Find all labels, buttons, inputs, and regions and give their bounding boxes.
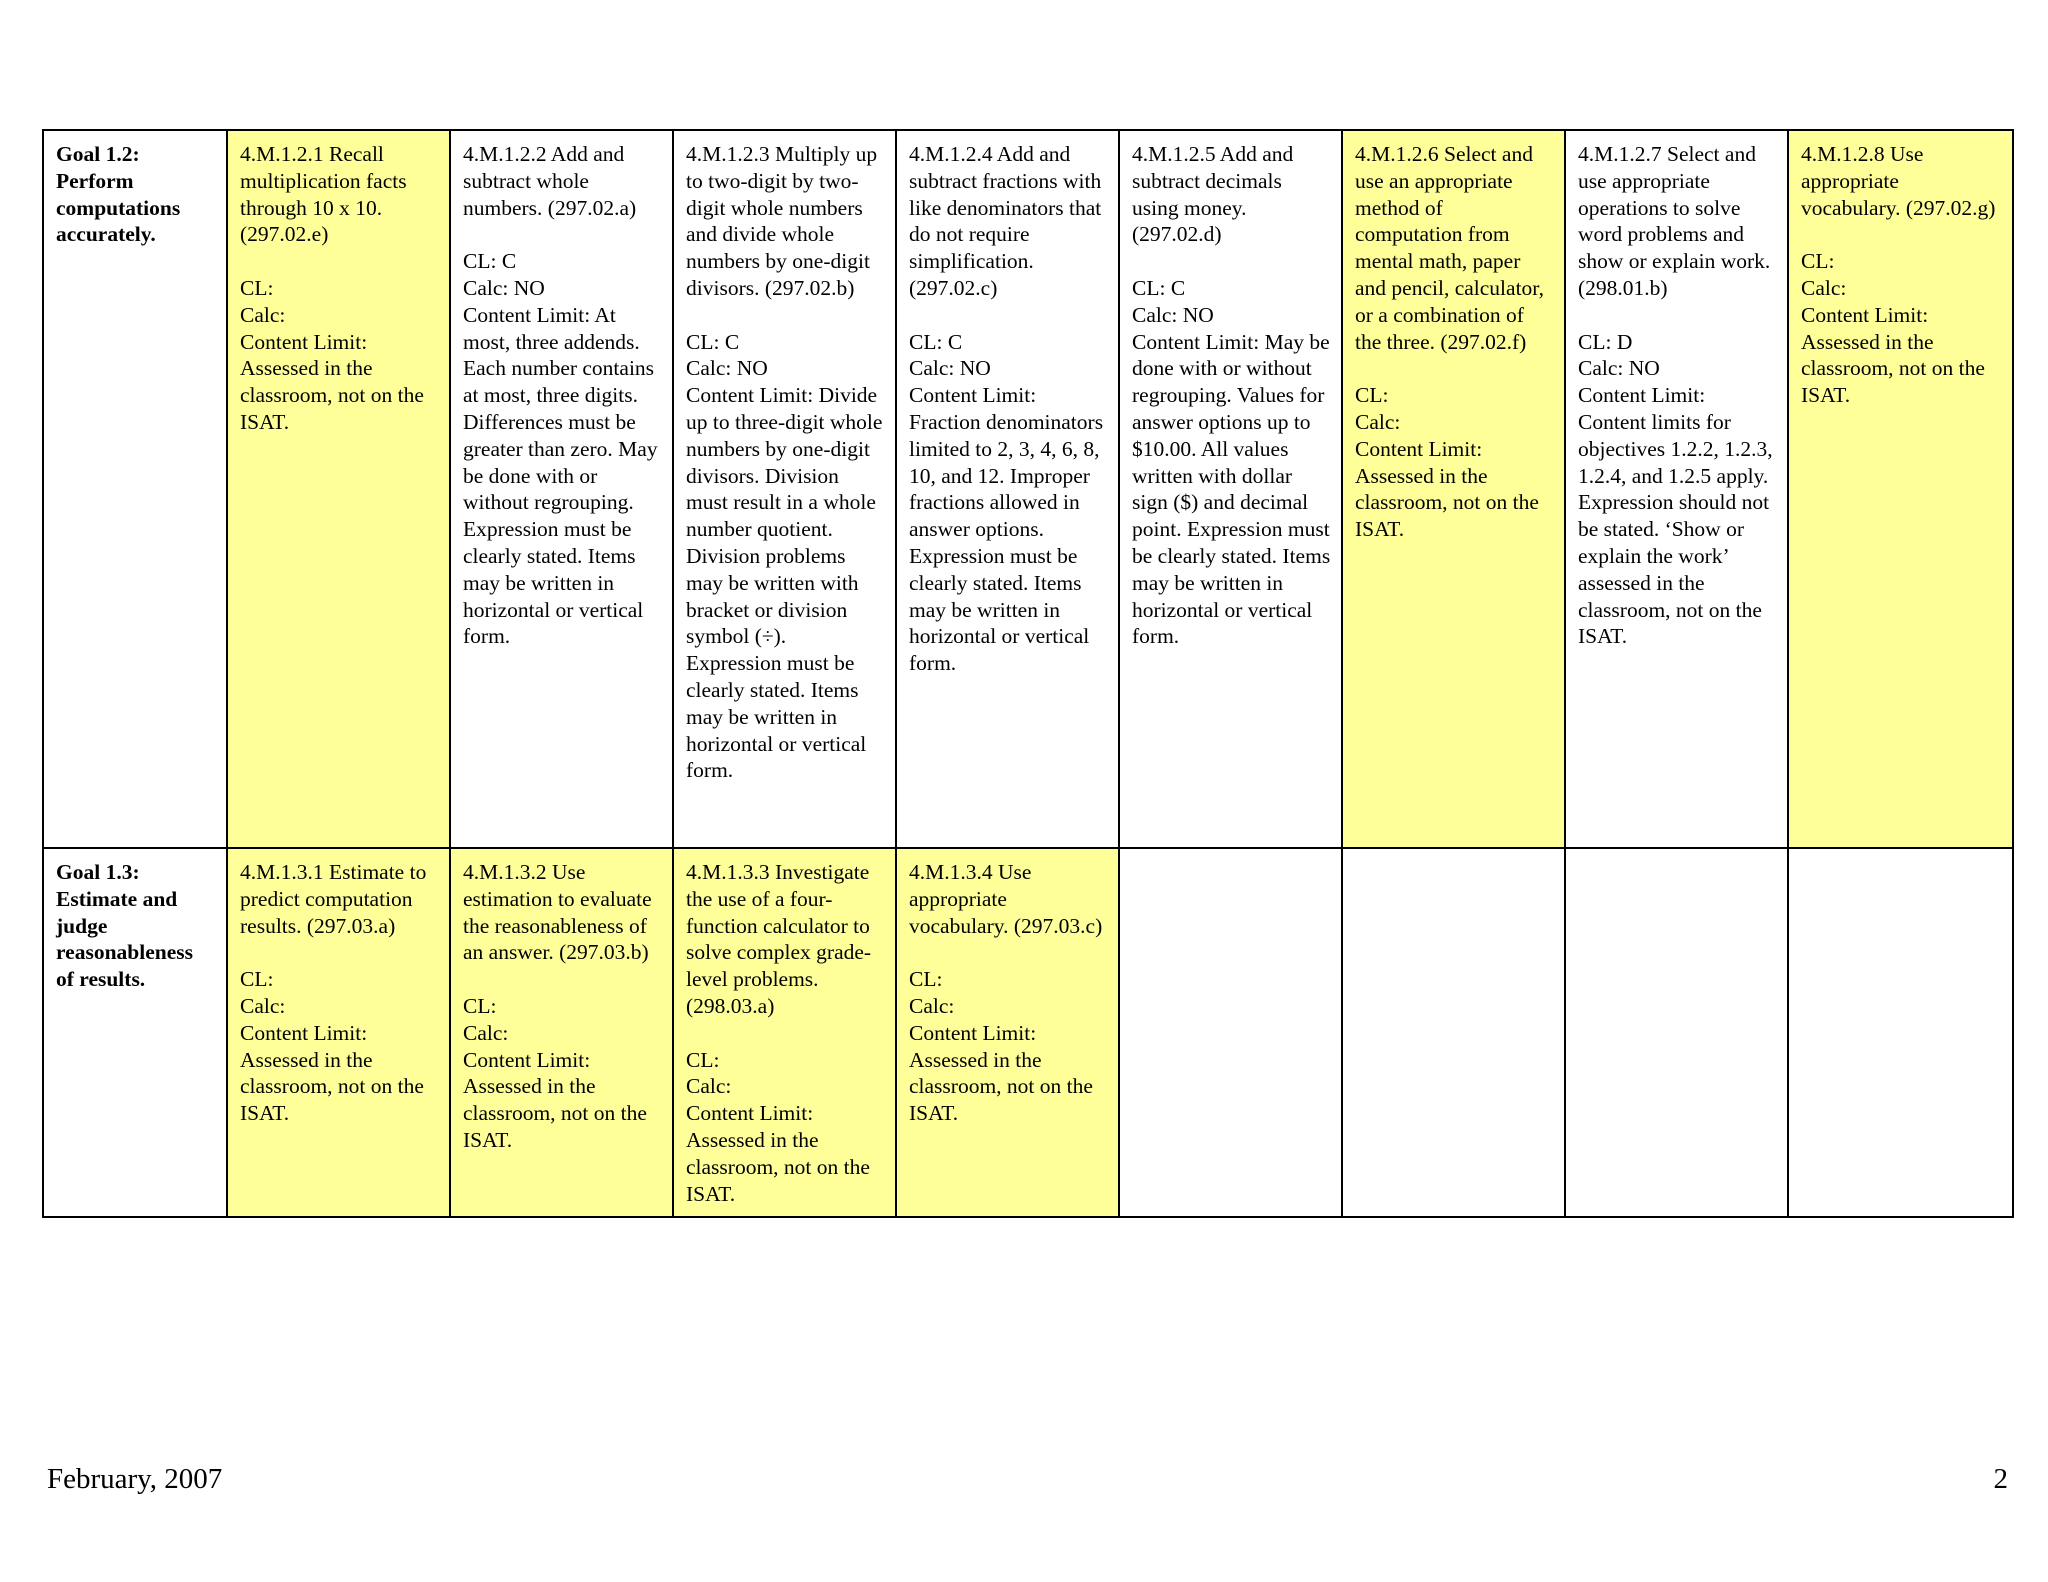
- objective-cell: 4.M.1.2.6 Select and use an appropriate method of computation from mental math, paper and pencil, calculator, or a combination of the three. (297.02.f) CL: Calc: Content Limit: Assessed in the classroom, not on the ISAT.: [1342, 130, 1565, 848]
- objective-cell: 4.M.1.2.8 Use appropriate vocabulary. (297.02.g) CL: Calc: Content Limit: Assessed in the classroom, not on the ISAT.: [1788, 130, 2013, 848]
- objective-cell: 4.M.1.3.2 Use estimation to evaluate the reasonableness of an answer. (297.03.b) CL: Calc: Content Limit: Assessed in the classroom, not on the ISAT.: [450, 848, 673, 1217]
- objective-cell: 4.M.1.2.1 Recall multiplication facts through 10 x 10. (297.02.e) CL: Calc: Content Limit: Assessed in the classroom, not on the ISAT.: [227, 130, 450, 848]
- objective-cell: 4.M.1.2.2 Add and subtract whole numbers. (297.02.a) CL: C Calc: NO Content Limit: At most, three addends. Each number contains at most, three digits. Differences must be greater than zero. May be done with or without regrouping. Expression must be clearly stated. Items may be written in horizontal or vertical form.: [450, 130, 673, 848]
- goal-row-1-3: [43, 848, 2013, 1217]
- objective-cell: 4.M.1.2.3 Multiply up to two-digit by two-digit whole numbers and divide whole numbers by one-digit divisors. (297.02.b) CL: C Calc: NO Content Limit: Divide up to three-digit whole numbers by one-digit divisors. Division must result in a whole number quotient. Division problems may be written with bracket or division symbol (÷). Expression must be clearly stated. Items may be written in horizontal or vertical form.: [673, 130, 896, 848]
- objective-cell: 4.M.1.3.4 Use appropriate vocabulary. (297.03.c) CL: Calc: Content Limit: Assessed in the classroom, not on the ISAT.: [896, 848, 1119, 1217]
- standards-table: [42, 129, 2014, 1218]
- goal-row-1-2: [43, 130, 2013, 848]
- objective-cell: 4.M.1.2.5 Add and subtract decimals using money. (297.02.d) CL: C Calc: NO Content Limit: May be done with or without regrouping. Values for answer options up to $10.00. All values written with dollar sign ($) and decimal point. Expression must be clearly stated. Items may be written in horizontal or vertical form.: [1119, 130, 1342, 848]
- goal-cell: Goal 1.3: Estimate and judge reasonableness of results.: [43, 848, 227, 1217]
- empty-cell: [1342, 848, 1565, 1217]
- empty-cell: [1565, 848, 1788, 1217]
- objective-cell: 4.M.1.3.1 Estimate to predict computation results. (297.03.a) CL: Calc: Content Limit: Assessed in the classroom, not on the ISAT.: [227, 848, 450, 1217]
- objective-cell: 4.M.1.3.3 Investigate the use of a four-function calculator to solve complex grade-level problems. (298.03.a) CL: Calc: Content Limit: Assessed in the classroom, not on the ISAT.: [673, 848, 896, 1217]
- goal-cell: Goal 1.2: Perform computations accurately.: [43, 130, 227, 848]
- objective-cell: 4.M.1.2.7 Select and use appropriate operations to solve word problems and show or explain work. (298.01.b) CL: D Calc: NO Content Limit: Content limits for objectives 1.2.2, 1.2.3, 1.2.4, and 1.2.5 apply. Expression should not be stated. ‘Show or explain the work’ assessed in the classroom, not on the ISAT.: [1565, 130, 1788, 848]
- footer-date: February, 2007: [47, 1463, 223, 1495]
- empty-cell: [1119, 848, 1342, 1217]
- empty-cell: [1788, 848, 2013, 1217]
- page-number: 2: [1993, 1463, 2008, 1495]
- objective-cell: 4.M.1.2.4 Add and subtract fractions with like denominators that do not require simplification. (297.02.c) CL: C Calc: NO Content Limit: Fraction denominators limited to 2, 3, 4, 6, 8, 10, and 12. Improper fractions allowed in answer options. Expression must be clearly stated. Items may be written in horizontal or vertical form.: [896, 130, 1119, 848]
